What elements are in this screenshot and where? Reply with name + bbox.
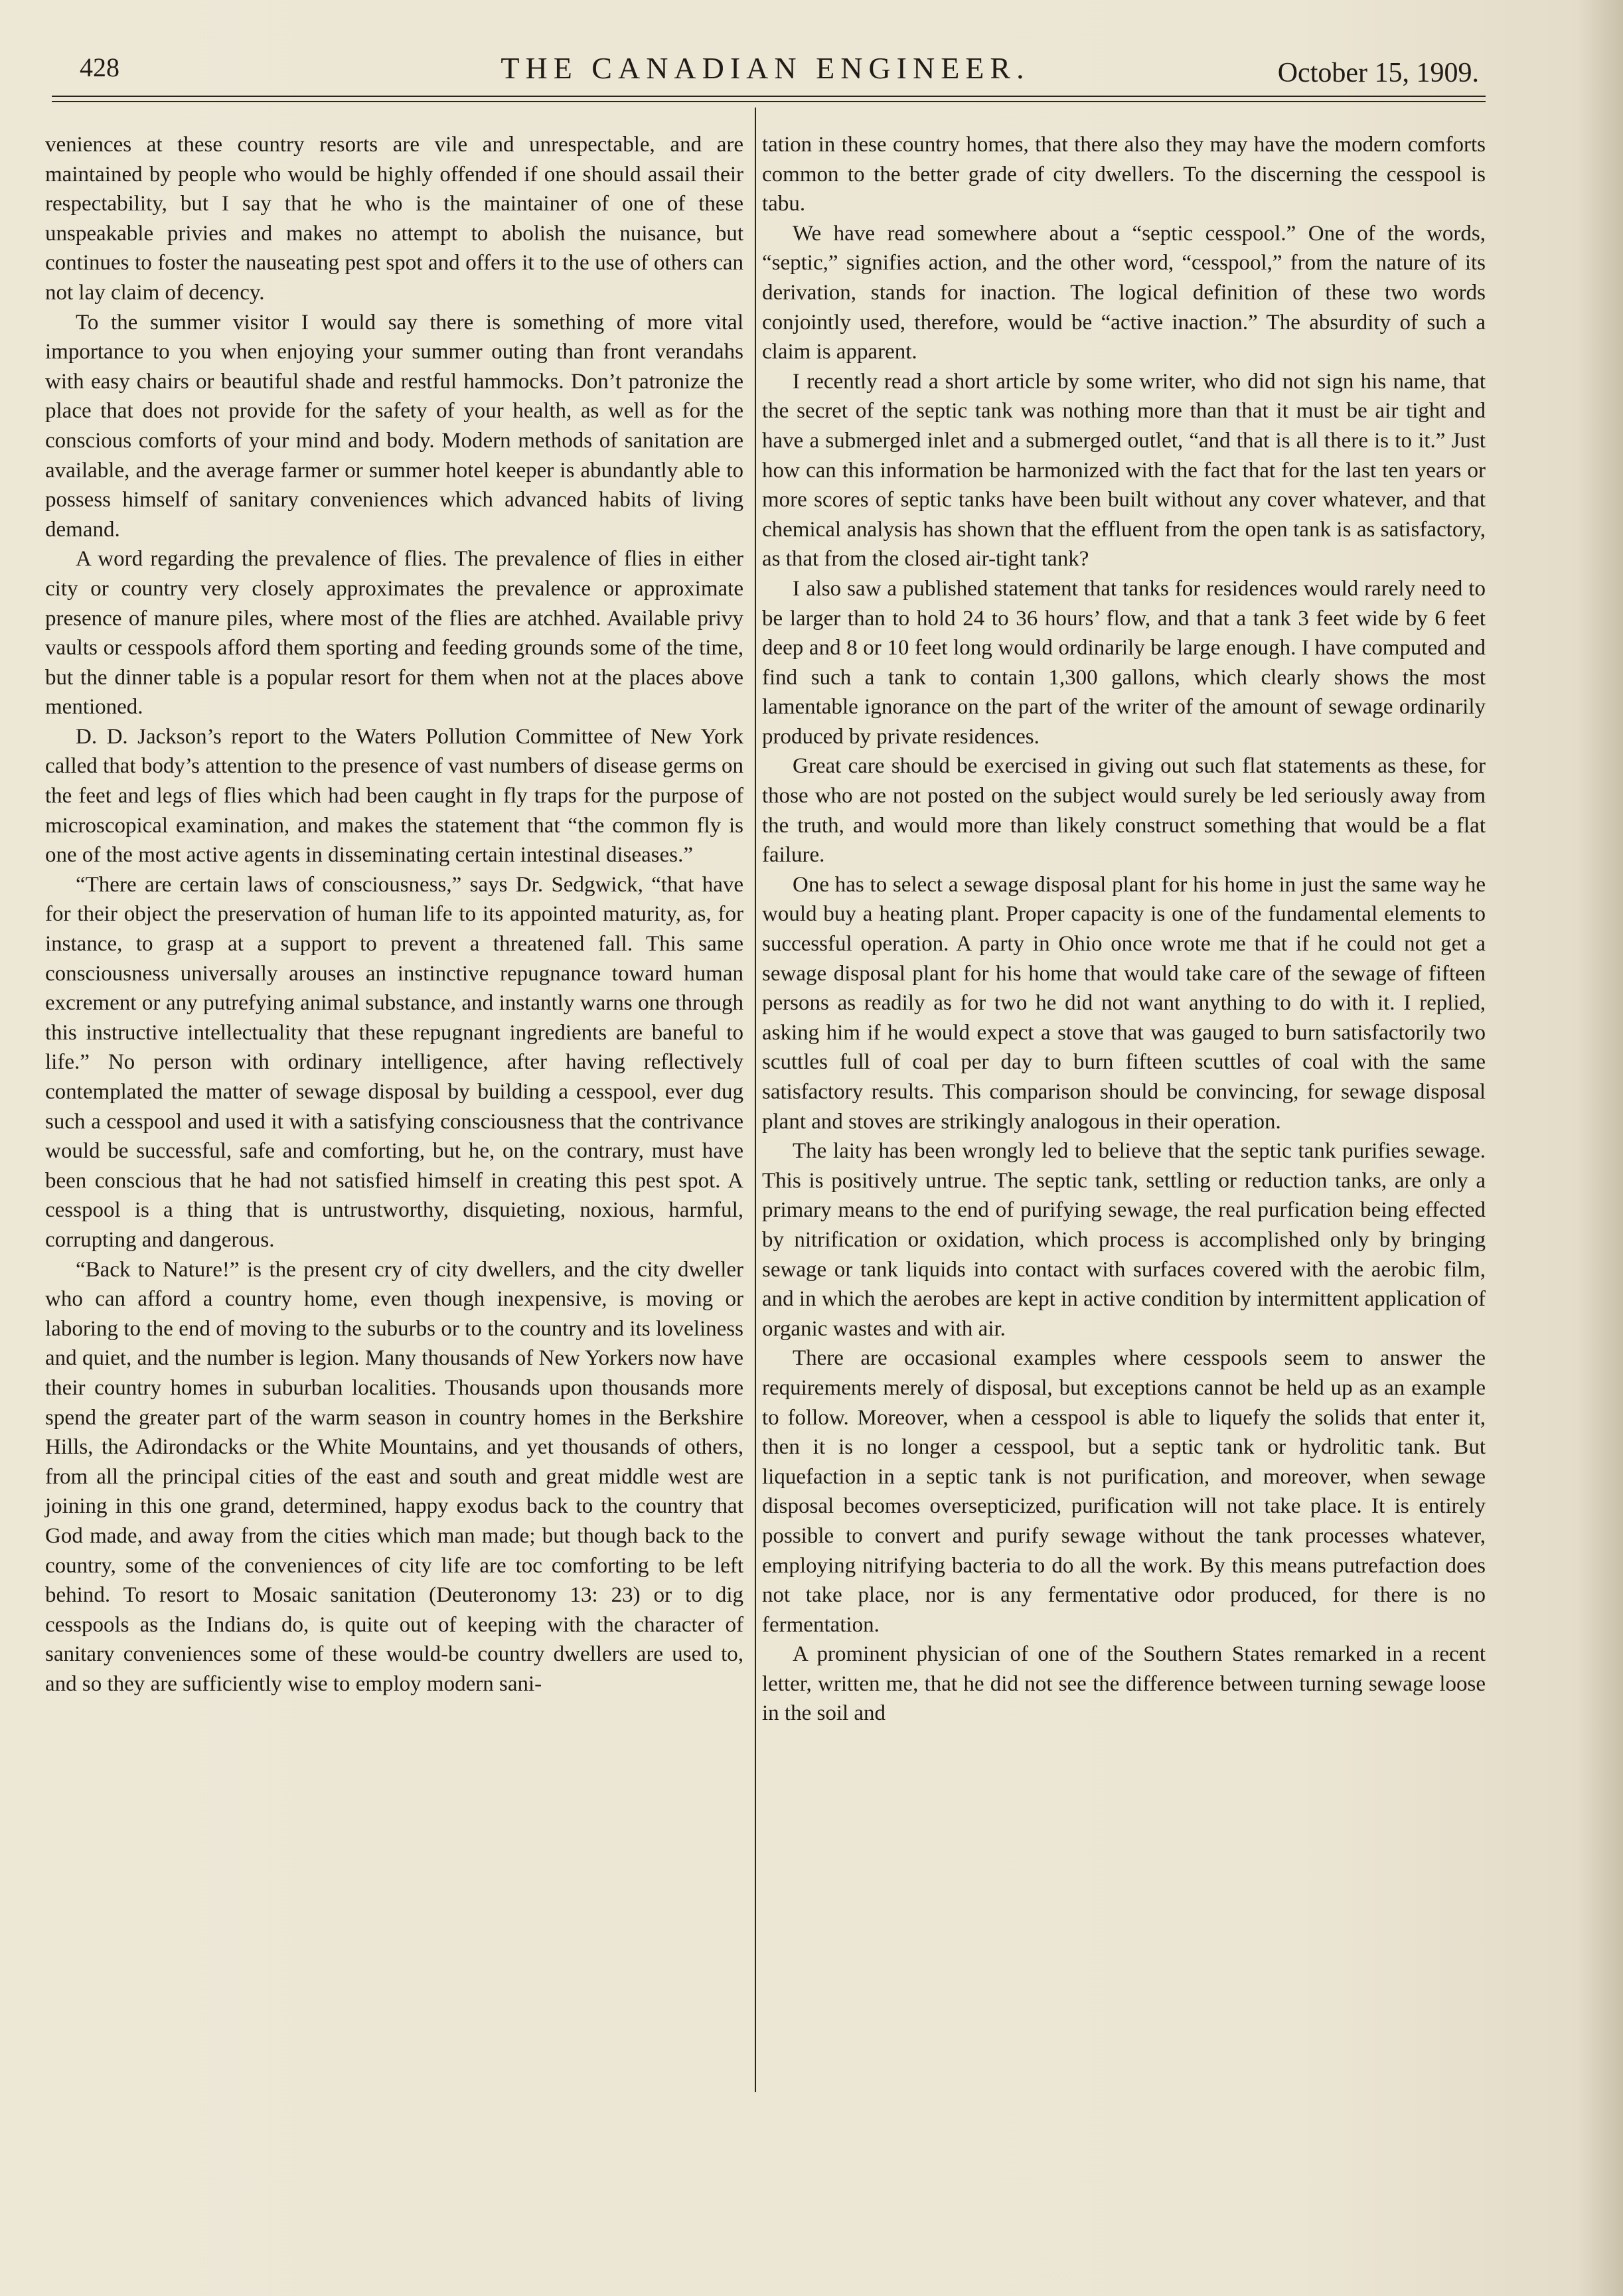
paragraph: I also saw a published statement that tanks for residences would rarely need to be larger than to hold 24 to 36 hours’ flow, and that a tank 3 feet wide by 6 feet deep and 8 or 10 feet long would ordinarily be large enough. I have computed and find such a tank to contain 1,300 gallons, which clearly shows the most lamentable ignorance on the part of the writer of the amount of sewage ordinarily produced by private residences. (762, 576, 1486, 749)
paragraph: One has to select a sewage disposal plant for his home in just the same way he would buy a heating plant. Proper capacity is one of the fundamental elements to successful operation. A party in Ohio once wrote me that if he could not get a sewage disposal plant for his home that would take care of the sewage of fifteen persons as readily as for two he did not want anything to do with it. I replied, asking him if he would expect a stove that was gauged to burn satisfactorily two scuttles full of coal per day to burn fifteen scuttles of coal with the same satisfactory results. This comparison should be convincing, for sewage disposal plant and stoves are strikingly analogous in their operation. (762, 872, 1486, 1134)
journal-title: THE CANADIAN ENGINEER. (501, 51, 1030, 85)
paragraph: “Back to Nature!” is the present cry of city dwellers, and the city dweller who can afford a country home, even though inexpensive, is moving or laboring to the end of moving to the suburbs or to the country and its loveliness and quiet, and the number is legion. Many thousands of New Yorkers now have their country homes in suburban localities. Thousands upon thousands more spend the greater part of the warm season in country homes in the Berkshire Hills, the Adirondacks or the White Mountains, and yet thousands of others, from all the principal cities of the east and south and great middle west are joining in this one grand, determined, happy exodus back to the country that God made, and away from the cities which man made; but though back to the country, some of the conveniences of city life are toc comforting to be left behind. To resort to Mosaic sanitation (Deuteronomy 13: 23) or to dig cesspools as the Indians do, is quite out of keeping with the character of sanitary conveniences some of these would-be country dwellers are used to, and so they are sufficiently wise to employ modern sani- (45, 1257, 743, 1696)
header-rule-bottom (52, 101, 1486, 102)
paragraph: To the summer visitor I would say there is something of more vital importance to you when enjoying your summer outing than front verandahs with easy chairs or beautiful shade and restful hammocks. Don’t patronize the place that does not provide for the safety of your health, as well as for the conscious comforts of your mind and body. Modern methods of sanitation are available, and the average farmer or summer hotel keeper is abundantly able to possess himself of sanitary conveniences which advanced habits of living demand. (45, 310, 743, 542)
paragraph: A prominent physician of one of the Southern States remarked in a recent letter, written me, that he did not see the difference between turning sewage loose in the soil and (762, 1642, 1486, 1726)
paragraph: tation in these country homes, that there also they may have the modern comforts common to the better grade of city dwellers. To the discerning the cesspool is tabu. (762, 133, 1486, 216)
left-column (45, 130, 743, 1699)
paragraph: We have read somewhere about a “septic cesspool.” One of the words, “septic,” signifies action, and the other word, “cesspool,” from the nature of its derivation, stands for inaction. The logical definition of these two words conjointly used, therefore, would be “active inaction.” The absurdity of such a claim is apparent. (762, 221, 1486, 364)
column-divider (755, 108, 756, 2092)
paragraph: D. D. Jackson’s report to the Waters Pollution Committee of New York called that body’s attention to the presence of vast numbers of disease germs on the feet and legs of flies which had been caught in fly traps for the purpose of microscopical examination, and makes the statement that “the common fly is one of the most active agents in disseminating certain intestinal diseases.” (45, 724, 743, 868)
page-number: 428 (80, 52, 119, 82)
paragraph: There are occasional examples where cesspools seem to answer the requirements merely of disposal, but exceptions cannot be held up as an example to follow. Moreover, when a cesspool is able to liquefy the solids that enter it, then it is no longer a cesspool, but a septic tank or hydrolitic tank. But liquefaction in a septic tank is not purification, and moreover, when sewage disposal becomes oversepticized, purification will not take place. It is entirely possible to convert and purify sewage without the tank processes whatever, employing nitrifying bacteria to do all the work. By this means putrefaction does not take place, nor is any fermentative odor produced, for there is no fermentation. (762, 1346, 1486, 1637)
page-header (52, 48, 1479, 94)
paragraph: “There are certain laws of consciousness,” says Dr. Sedgwick, “that have for their object the preservation of human life to its appointed maturity, as, for instance, to grasp at a support to prevent a threatened fall. This same consciousness universally arouses an instinctive repugnance toward human excrement or any putrefying animal substance, and instantly warns one through this instructive intellectuality that these repugnant ingredients are baneful to life.” No person with ordinary intelligence, after having reflectively contemplated the matter of sewage disposal by building a cesspool, ever dug such a cesspool and used it with a satisfying consciousness that the contrivance would be successful, safe and comforting, but he, on the contrary, must have been conscious that he had not satisfied himself in creating this pest spot. A cesspool is a thing that is untrustworthy, disquieting, noxious, harmful, corrupting and dangerous. (45, 872, 743, 1252)
paragraph: The laity has been wrongly led to believe that the septic tank purifies sewage. This is positively untrue. The septic tank, settling or reduction tanks, are only a primary means to the end of purifying sewage, the real purfication being effected by nitrification or oxidation, which process is accomplished only by bringing sewage or tank liquids into contact with surfaces covered with the aerobic film, and in which the aerobes are kept in active condition by intermittent application of organic wastes and with air. (762, 1139, 1486, 1341)
issue-date: October 15, 1909. (1277, 58, 1479, 88)
page-edge-shadow (1577, 0, 1623, 2296)
paragraph: A word regarding the prevalence of flies. The prevalence of flies in either city or country very closely approximates the prevalence or approximate presence of manure piles, where most of the flies are atchhed. Available privy vaults or cesspools afford them sporting and feeding grounds some of the time, but the dinner table is a popular resort for them when not at the places above mentioned. (45, 547, 743, 720)
right-column (762, 130, 1486, 1728)
paragraph: I recently read a short article by some writer, who did not sign his name, that the secret of the septic tank was nothing more than that it must be air tight and have a submerged inlet and a submerged outlet, “and that is all there is to it.” Just how can this information be harmonized with the fact that for the last ten years or more scores of septic tanks have been built without any cover whatever, and that chemical analysis has shown that the effluent from the open tank is as satisfactory, as that from the closed air-tight tank? (762, 369, 1486, 572)
paragraph: veniences at these country resorts are vile and unrespectable, and are maintained by people who would be highly offended if one should assail their respectability, but I say that he who is the maintainer of one of these unspeakable privies and makes no attempt to abolish the nuisance, but continues to foster the nauseating pest spot and offers it to the use of others can not lay claim of decency. (45, 133, 743, 305)
paragraph: Great care should be exercised in giving out such flat statements as these, for those who are not posted on the subject would surely be led seriously away from the truth, and would more than likely construct something that would be a flat failure. (762, 754, 1486, 868)
header-rule-top (52, 96, 1486, 97)
